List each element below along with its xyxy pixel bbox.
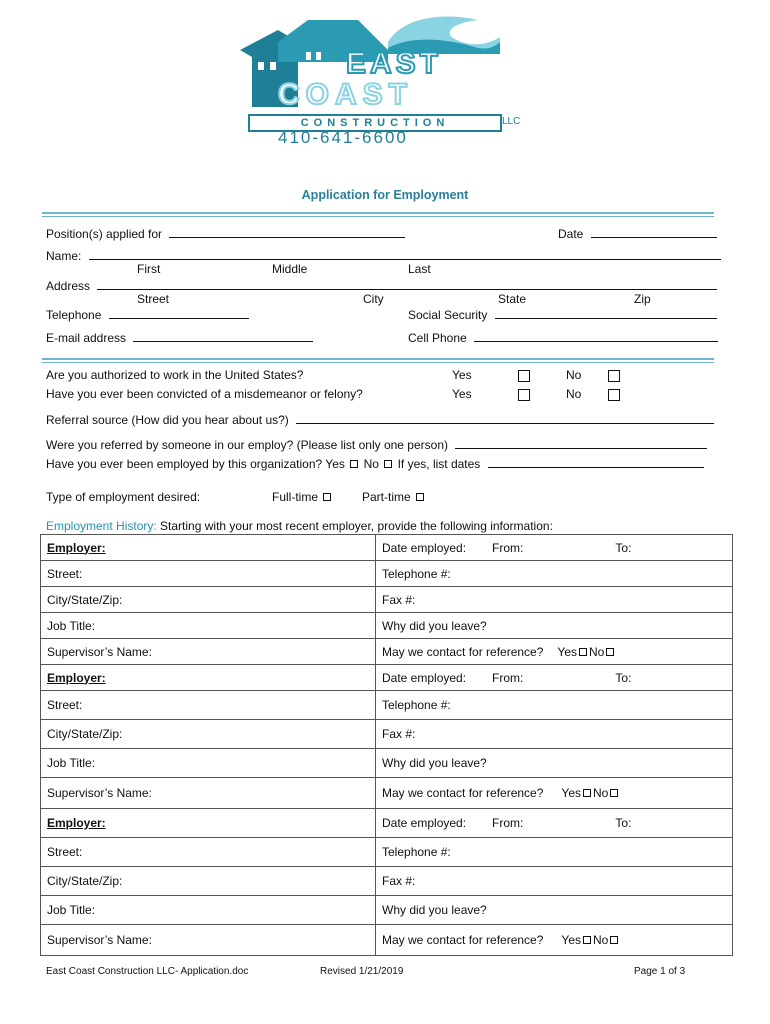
street-label: Street: xyxy=(47,698,83,712)
why-leave-3-cell[interactable] xyxy=(376,896,733,925)
ssn-label: Social Security xyxy=(408,308,488,322)
contact-yes-label: Yes xyxy=(561,933,581,947)
history-label: Employment History: xyxy=(46,519,157,533)
street-sublabel: Street xyxy=(137,292,170,306)
name-row xyxy=(46,248,721,263)
employed-dates-field[interactable] xyxy=(488,456,704,468)
telephone-2-cell[interactable] xyxy=(376,691,733,720)
date-employed-label: Date employed: xyxy=(382,540,467,555)
date-employed-label: Date employed: xyxy=(382,670,467,685)
address-label: Address xyxy=(46,279,91,293)
footer-revised: Revised 1/21/2019 xyxy=(320,966,404,977)
contact-yes-label: Yes xyxy=(561,786,581,800)
cell-label: Cell Phone xyxy=(408,331,467,345)
contact-2-no-checkbox[interactable] xyxy=(610,789,618,797)
table-row xyxy=(41,613,733,639)
email-label: E-mail address xyxy=(46,331,127,345)
logo-coast: COAST xyxy=(278,78,413,111)
table-row xyxy=(41,587,733,613)
contact-3-cell xyxy=(376,925,733,956)
date-employed-label: Date employed: xyxy=(382,816,467,830)
contact-no-label: No xyxy=(589,644,605,659)
referred-row xyxy=(46,437,707,452)
city-state-zip-2-cell[interactable] xyxy=(41,720,376,749)
convicted-yes-checkbox[interactable] xyxy=(518,389,530,401)
telephone-label: Telephone #: xyxy=(382,566,451,581)
referral-label: Referral source (How did you hear about us?) xyxy=(46,413,289,427)
ssn-field[interactable] xyxy=(495,307,717,319)
divider-mid xyxy=(42,358,714,360)
convicted-no-checkbox[interactable] xyxy=(608,389,620,401)
fax-2-cell[interactable] xyxy=(376,720,733,749)
why-leave-label: Why did you leave? xyxy=(382,618,487,633)
supervisor-3-cell[interactable] xyxy=(41,925,376,956)
zip-sublabel: Zip xyxy=(634,292,651,306)
contact-1-yes-checkbox[interactable] xyxy=(579,648,587,656)
job-title-label: Job Title: xyxy=(47,756,96,770)
contact-1-no-checkbox[interactable] xyxy=(606,648,614,656)
divider-top-thin xyxy=(42,216,714,217)
contact-2-yes-checkbox[interactable] xyxy=(583,789,591,797)
job-title-1-cell[interactable] xyxy=(41,613,376,639)
referral-row xyxy=(46,412,714,427)
table-row xyxy=(41,896,733,925)
why-leave-label: Why did you leave? xyxy=(382,903,487,917)
job-title-3-cell[interactable] xyxy=(41,896,376,925)
telephone-label: Telephone #: xyxy=(382,698,451,712)
convicted-no-label: No xyxy=(566,387,582,401)
logo-phone: 410-641-6600 xyxy=(278,128,408,147)
employed-before-yes-checkbox[interactable] xyxy=(350,460,358,468)
to-label: To: xyxy=(615,540,632,555)
page-title: Application for Employment xyxy=(301,188,469,202)
supervisor-label: Supervisor’s Name: xyxy=(47,644,152,659)
table-row xyxy=(41,691,733,720)
logo-llc: LLC xyxy=(502,116,521,127)
employed-before-row xyxy=(46,456,704,471)
to-label: To: xyxy=(615,816,632,830)
telephone-label: Telephone #: xyxy=(382,845,451,859)
position-label: Position(s) applied for xyxy=(46,227,163,241)
date-field[interactable] xyxy=(591,226,717,238)
position-row xyxy=(46,226,405,241)
street-1-cell[interactable] xyxy=(41,561,376,587)
employed-before-label: Have you ever been employed by this organization? Yes xyxy=(46,457,345,471)
telephone-row xyxy=(46,307,249,322)
date-row xyxy=(558,226,717,241)
name-field[interactable] xyxy=(89,248,721,260)
address-row xyxy=(46,278,717,293)
table-row xyxy=(41,561,733,587)
why-leave-label: Why did you leave? xyxy=(382,756,487,770)
fulltime-label: Full-time xyxy=(272,490,319,504)
street-2-cell[interactable] xyxy=(41,691,376,720)
footer-doc-name: East Coast Construction LLC- Application.doc xyxy=(46,966,249,977)
company-logo xyxy=(238,12,528,147)
parttime-checkbox[interactable] xyxy=(416,493,424,501)
email-row xyxy=(46,330,313,345)
ssn-row xyxy=(408,307,717,322)
name-label: Name: xyxy=(46,249,82,263)
from-label: From: xyxy=(492,670,524,685)
street-label: Street: xyxy=(47,566,83,581)
footer-page-number: Page 1 of 3 xyxy=(634,966,686,977)
city-sublabel: City xyxy=(363,292,384,306)
why-leave-1-cell[interactable] xyxy=(376,613,733,639)
table-row xyxy=(41,809,733,838)
supervisor-label: Supervisor’s Name: xyxy=(47,786,152,800)
divider-top xyxy=(42,212,714,214)
street-label: Street: xyxy=(47,845,83,859)
contact-2-cell xyxy=(376,778,733,809)
authorized-yes-label: Yes xyxy=(452,368,472,382)
logo-east: EAST xyxy=(346,47,443,80)
employer-label: Employer: xyxy=(47,540,106,555)
contact-3-yes-checkbox[interactable] xyxy=(583,936,591,944)
cell-field[interactable] xyxy=(474,330,718,342)
fax-label: Fax #: xyxy=(382,727,416,741)
why-leave-2-cell[interactable] xyxy=(376,749,733,778)
from-label: From: xyxy=(492,540,524,555)
to-label: To: xyxy=(615,670,632,685)
table-row xyxy=(41,778,733,809)
table-row xyxy=(41,720,733,749)
telephone-3-cell[interactable] xyxy=(376,838,733,867)
supervisor-1-cell[interactable] xyxy=(41,639,376,665)
city-state-zip-label: City/State/Zip: xyxy=(47,874,123,888)
contact-no-label: No xyxy=(593,786,609,800)
logo-construction: CONSTRUCTION xyxy=(248,114,502,132)
employer-label: Employer: xyxy=(47,670,106,685)
fulltime-checkbox[interactable] xyxy=(323,493,331,501)
employed-before-no-checkbox[interactable] xyxy=(384,460,392,468)
authorized-no-label: No xyxy=(566,368,582,382)
date-employed-1-cell[interactable] xyxy=(376,535,733,561)
table-row xyxy=(41,535,733,561)
first-sublabel: First xyxy=(137,262,161,276)
last-sublabel: Last xyxy=(408,262,431,276)
history-instruction: Starting with your most recent employer, provide the following information: xyxy=(160,519,553,533)
employment-history-table xyxy=(40,534,733,956)
fax-3-cell[interactable] xyxy=(376,867,733,896)
table-row xyxy=(41,665,733,691)
address-field[interactable] xyxy=(97,278,717,290)
contact-label: May we contact for reference? xyxy=(382,644,544,659)
telephone-1-cell[interactable] xyxy=(376,561,733,587)
employer-label: Employer: xyxy=(47,816,106,830)
divider-mid-thin xyxy=(42,362,714,363)
referral-field[interactable] xyxy=(296,412,714,424)
employer-3-cell[interactable] xyxy=(41,809,376,838)
table-row xyxy=(41,639,733,665)
cell-row xyxy=(408,330,718,345)
city-state-zip-label: City/State/Zip: xyxy=(47,592,123,607)
state-sublabel: State xyxy=(498,292,527,306)
parttime-label: Part-time xyxy=(362,490,411,504)
if-yes-label: If yes, list dates xyxy=(397,457,481,471)
position-field[interactable] xyxy=(169,226,405,238)
job-title-2-cell[interactable] xyxy=(41,749,376,778)
email-field[interactable] xyxy=(133,330,313,342)
fax-label: Fax #: xyxy=(382,592,416,607)
city-state-zip-3-cell[interactable] xyxy=(41,867,376,896)
history-heading xyxy=(46,519,553,533)
table-row xyxy=(41,838,733,867)
contact-no-label: No xyxy=(593,933,609,947)
employed-before-no-label: No xyxy=(363,457,379,471)
telephone-label: Telephone xyxy=(46,308,102,322)
job-title-label: Job Title: xyxy=(47,903,96,917)
city-state-zip-1-cell[interactable] xyxy=(41,587,376,613)
convicted-question: Have you ever been convicted of a misdemeanor or felony? xyxy=(46,387,363,401)
convicted-yes-label: Yes xyxy=(452,387,472,401)
employment-type-label: Type of employment desired: xyxy=(46,490,201,504)
employer-2-cell[interactable] xyxy=(41,665,376,691)
street-3-cell[interactable] xyxy=(41,838,376,867)
authorized-question: Are you authorized to work in the United States? xyxy=(46,368,304,382)
authorized-yes-checkbox[interactable] xyxy=(518,370,530,382)
supervisor-label: Supervisor’s Name: xyxy=(47,933,152,947)
date-employed-2-cell[interactable] xyxy=(376,665,733,691)
referred-label: Were you referred by someone in our employ? (Please list only one person) xyxy=(46,438,448,452)
city-state-zip-label: City/State/Zip: xyxy=(47,727,123,741)
contact-3-no-checkbox[interactable] xyxy=(610,936,618,944)
table-row xyxy=(41,749,733,778)
job-title-label: Job Title: xyxy=(47,618,96,633)
fax-label: Fax #: xyxy=(382,874,416,888)
authorized-no-checkbox[interactable] xyxy=(608,370,620,382)
table-row xyxy=(41,925,733,956)
referred-field[interactable] xyxy=(455,437,707,449)
employer-1-cell[interactable] xyxy=(41,535,376,561)
table-row xyxy=(41,867,733,896)
date-label: Date xyxy=(558,227,584,241)
contact-label: May we contact for reference? xyxy=(382,933,544,947)
contact-yes-label: Yes xyxy=(557,644,577,659)
middle-sublabel: Middle xyxy=(272,262,308,276)
contact-label: May we contact for reference? xyxy=(382,786,544,800)
fulltime-option[interactable] xyxy=(272,490,333,504)
telephone-field[interactable] xyxy=(109,307,249,319)
date-employed-3-cell[interactable] xyxy=(376,809,733,838)
contact-1-cell xyxy=(376,639,733,665)
from-label: From: xyxy=(492,816,524,830)
parttime-option[interactable] xyxy=(362,490,426,504)
supervisor-2-cell[interactable] xyxy=(41,778,376,809)
fax-1-cell[interactable] xyxy=(376,587,733,613)
